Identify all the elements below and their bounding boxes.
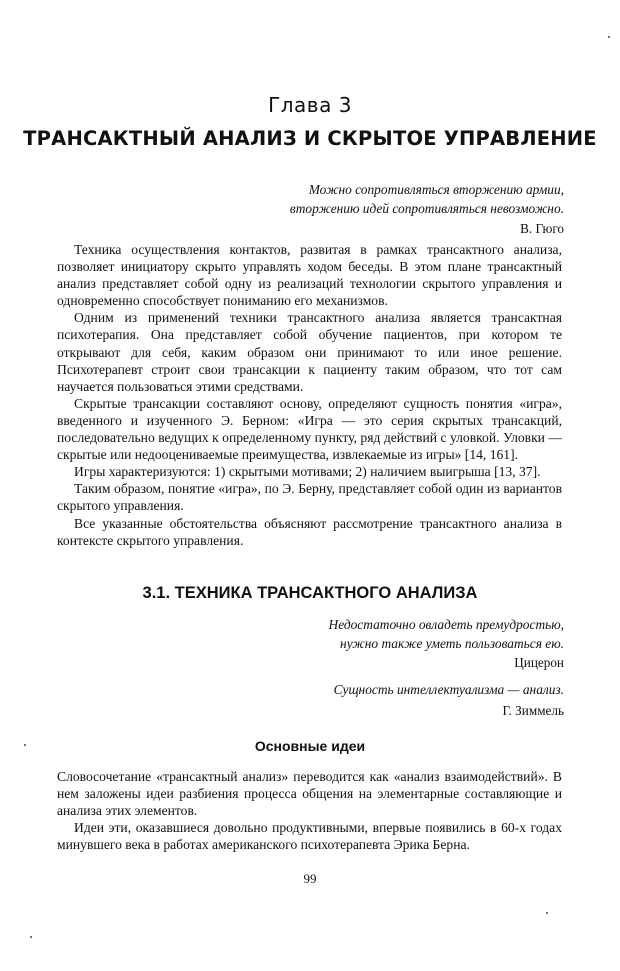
paragraph-4: Игры характеризуются: 1) скрытыми мотивами; 2) наличием выигрыша [13, 37]. [74, 464, 541, 480]
paragraph-1: Техника осуществления контактов, развитая в рамках трансактного анализа, позволяет инициатору скрыто управлять ходом беседы. В этом плане трансактный анализ представляет собой одну из реализаций технологии скрытого управления и одновременно способствует пониманию его механизмов. [57, 242, 562, 309]
chapter-body [57, 241, 562, 549]
section-title: 3.1. ТЕХНИКА ТРАНСАКТНОГО АНАЛИЗА [142, 584, 478, 602]
paragraph-2: Одним из применений техники трансактного анализа является трансактная психотерапия. Она представляет собой обучение пациентов, при котором те открывают для себя, каким образом они принимают то или иное решение. Психотерапевт строит свои трансакции к пациенту таким образом, что тот сам научается пользоваться этими средствами. [57, 310, 562, 394]
scan-speck [30, 936, 32, 938]
chapter-label: Глава 3 [268, 93, 352, 117]
page-number: 99 [303, 871, 317, 886]
epigraph-3-author: Г. Зиммель [502, 703, 564, 718]
subsection-paragraph-1: Словосочетание «трансактный анализ» переводится как «анализ взаимодействий». В нем заложены идеи разбиения процесса общения на элементарные составляющие и анализа этих элементов. [57, 769, 562, 819]
paragraph-3: Скрытые трансакции составляют основу, определяют сущность понятия «игра», введенного и изученного Э. Берном: «Игра — это серия скрытых трансакций, последовательно ведущих к определенному пункту, ряд действий с уловкой. Уловки — скрытые или недооцениваемые преимущества, извлекаемые из игры» [14, 161]. [57, 395, 562, 463]
epigraph-1-line-1: Можно сопротивляться вторжению армии, [308, 182, 564, 197]
epigraph-3-line: Сущность интеллектуализма — анализ. [333, 682, 564, 697]
paragraph-6: Все указанные обстоятельства объясняют рассмотрение трансактного анализа в контексте скрытого управления. [57, 515, 562, 548]
epigraph-1-author: В. Гюго [520, 221, 564, 236]
epigraph-2-author: Цицерон [514, 655, 564, 670]
epigraph-1-line-2: вторжению идей сопротивляться невозможно. [289, 201, 564, 216]
scan-speck [546, 912, 548, 914]
subsection-paragraph-2: Идеи эти, оказавшиеся довольно продуктивными, впервые появились в 60-х годах минувшего века в работах американского психотерапевта Эрика Берна. [57, 820, 562, 853]
scan-speck [608, 36, 610, 38]
subsection-title: Основные идеи [254, 738, 366, 754]
subsection-body [57, 768, 562, 853]
epigraph-2-line-1: Недостаточно овладеть премудростью, [328, 617, 564, 632]
paragraph-5: Таким образом, понятие «игра», по Э. Берну, представляет собой один из вариантов скрытого управления. [57, 481, 562, 514]
epigraph-2-line-2: нужно также уметь пользоваться ею. [340, 636, 564, 651]
chapter-title: ТРАНСАКТНЫЙ АНАЛИЗ И СКРЫТОЕ УПРАВЛЕНИЕ [23, 127, 597, 150]
scan-speck [24, 744, 26, 746]
